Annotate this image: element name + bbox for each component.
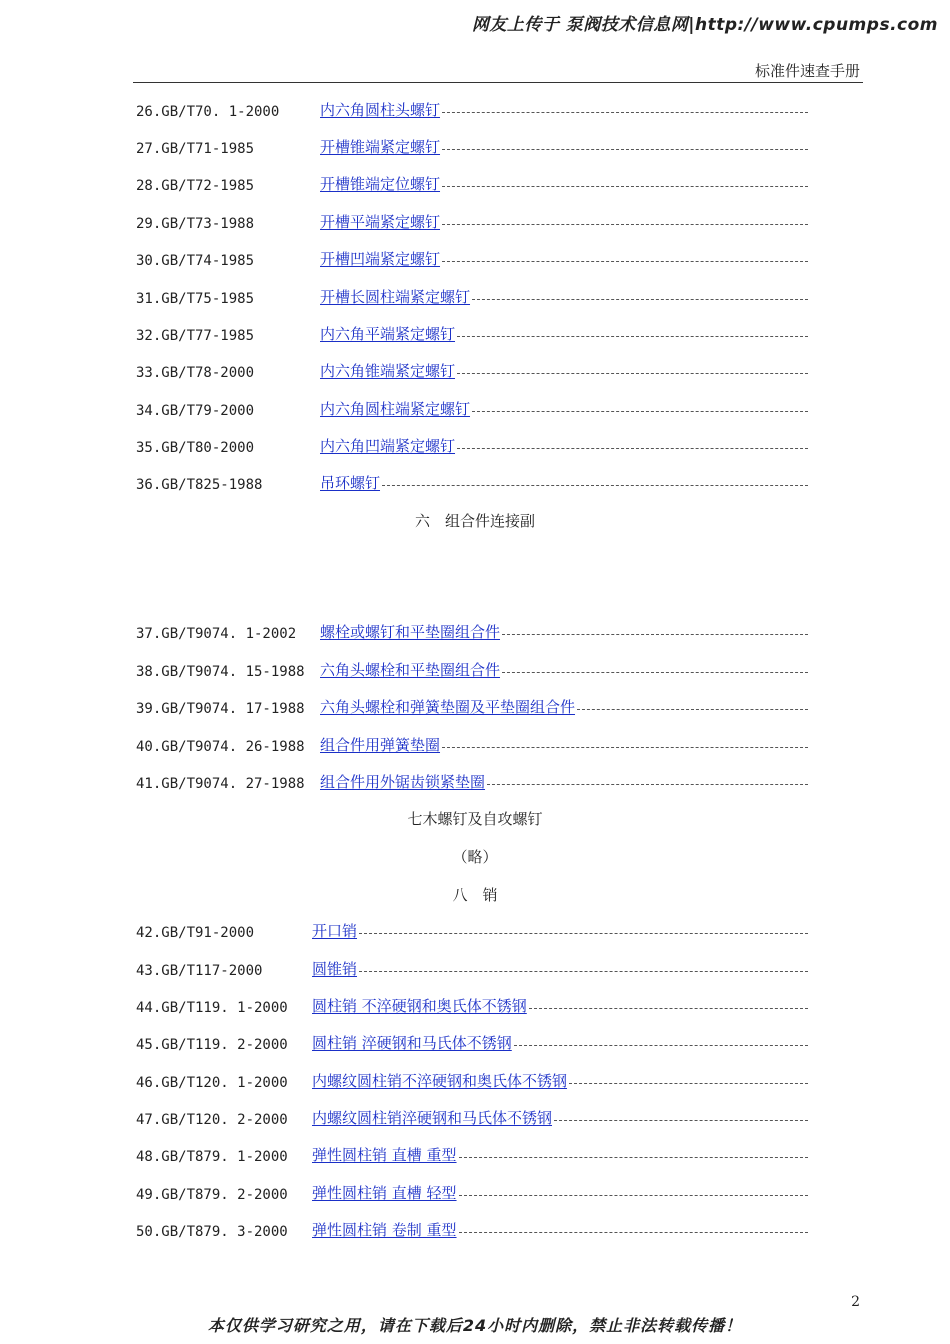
toc-row — [136, 397, 808, 419]
standard-code: 38.GB/T9074. 15-1988 — [136, 664, 305, 680]
toc-row — [136, 919, 808, 941]
toc-row — [136, 994, 808, 1016]
toc-link[interactable]: 内螺纹圆柱销淬硬钢和马氏体不锈钢 — [312, 1109, 553, 1127]
standard-code: 31.GB/T75-1985 — [136, 291, 255, 307]
toc-link[interactable]: 内螺纹圆柱销不淬硬钢和奥氏体不锈钢 — [312, 1072, 568, 1090]
standard-code: 50.GB/T879. 3-2000 — [136, 1224, 288, 1240]
toc-row — [136, 1031, 808, 1053]
dot-leader — [442, 224, 808, 225]
standard-code: 32.GB/T77-1985 — [136, 328, 255, 344]
dot-leader — [514, 1045, 808, 1046]
toc-link[interactable]: 圆柱销 淬硬钢和马氏体不锈钢 — [312, 1034, 512, 1052]
toc-row — [136, 733, 808, 755]
dot-leader — [459, 1195, 808, 1196]
dot-leader — [457, 448, 808, 449]
section-note: （略） — [452, 848, 498, 866]
standard-code: 44.GB/T119. 1-2000 — [136, 1000, 288, 1016]
running-head: 标准件速查手册 — [754, 62, 860, 80]
toc-link[interactable]: 内六角平端紧定螺钉 — [320, 325, 456, 343]
toc-row — [136, 322, 808, 344]
toc-link[interactable]: 弹性圆柱销 直槽 轻型 — [312, 1184, 457, 1202]
standard-code: 34.GB/T79-2000 — [136, 403, 255, 419]
toc-row — [136, 957, 808, 979]
dot-leader — [472, 411, 808, 412]
standard-code: 27.GB/T71-1985 — [136, 141, 255, 157]
toc-row — [136, 210, 808, 232]
dot-leader — [457, 336, 808, 337]
toc-row — [136, 98, 808, 120]
toc-link[interactable]: 弹性圆柱销 卷制 重型 — [312, 1221, 457, 1239]
standard-code: 42.GB/T91-2000 — [136, 925, 255, 941]
standard-code: 43.GB/T117-2000 — [136, 963, 263, 979]
toc-link[interactable]: 吊环螺钉 — [320, 474, 381, 492]
toc-row — [136, 471, 808, 493]
toc-link[interactable]: 六角头螺栓和弹簧垫圈及平垫圈组合件 — [320, 698, 576, 716]
toc-row — [136, 135, 808, 157]
toc-link[interactable]: 组合件用弹簧垫圈 — [320, 736, 441, 754]
toc-link[interactable]: 圆柱销 不淬硬钢和奥氏体不锈钢 — [312, 997, 527, 1015]
section-heading-8: 八 销 — [452, 886, 498, 904]
toc-link[interactable]: 内六角圆柱端紧定螺钉 — [320, 400, 471, 418]
dot-leader — [359, 933, 808, 934]
dot-leader — [442, 112, 808, 113]
dot-leader — [472, 299, 808, 300]
header-rule — [133, 82, 863, 83]
toc-link[interactable]: 内六角圆柱头螺钉 — [320, 101, 441, 119]
dot-leader — [459, 1157, 808, 1158]
standard-code: 41.GB/T9074. 27-1988 — [136, 776, 305, 792]
standard-code: 49.GB/T879. 2-2000 — [136, 1187, 288, 1203]
toc-row — [136, 172, 808, 194]
dot-leader — [359, 971, 808, 972]
dot-leader — [569, 1083, 808, 1084]
dot-leader — [554, 1120, 808, 1121]
dot-leader — [529, 1008, 808, 1009]
dot-leader — [577, 709, 808, 710]
toc-link[interactable]: 圆锥销 — [312, 960, 358, 978]
toc-row — [136, 1218, 808, 1240]
toc-row — [136, 1143, 808, 1165]
toc-link[interactable]: 螺栓或螺钉和平垫圈组合件 — [320, 623, 501, 641]
toc-row — [136, 658, 808, 680]
toc-row — [136, 285, 808, 307]
toc-row — [136, 770, 808, 792]
standard-code: 48.GB/T879. 1-2000 — [136, 1149, 288, 1165]
toc-row — [136, 1106, 808, 1128]
standard-code: 46.GB/T120. 1-2000 — [136, 1075, 288, 1091]
toc-link[interactable]: 开槽长圆柱端紧定螺钉 — [320, 288, 471, 306]
toc-link[interactable]: 六角头螺栓和平垫圈组合件 — [320, 661, 501, 679]
toc-row — [136, 620, 808, 642]
toc-link[interactable]: 开槽锥端紧定螺钉 — [320, 138, 441, 156]
standard-code: 36.GB/T825-1988 — [136, 477, 263, 493]
dot-leader — [502, 672, 808, 673]
toc-link[interactable]: 组合件用外锯齿锁紧垫圈 — [320, 773, 486, 791]
dot-leader — [442, 149, 808, 150]
standard-code: 26.GB/T70. 1-2000 — [136, 104, 280, 120]
standard-code: 30.GB/T74-1985 — [136, 253, 255, 269]
dot-leader — [442, 261, 808, 262]
page-number: 2 — [851, 1294, 860, 1310]
toc-row — [136, 695, 808, 717]
toc-row — [136, 359, 808, 381]
toc-row — [136, 434, 808, 456]
standard-code: 33.GB/T78-2000 — [136, 365, 255, 381]
toc-link[interactable]: 内六角凹端紧定螺钉 — [320, 437, 456, 455]
standard-code: 29.GB/T73-1988 — [136, 216, 255, 232]
toc-row — [136, 1069, 808, 1091]
section-heading-6: 六 组合件连接副 — [414, 512, 535, 530]
dot-leader — [487, 784, 808, 785]
toc-link[interactable]: 内六角锥端紧定螺钉 — [320, 362, 456, 380]
site-banner: 网友上传于 泵阀技术信息网|http://www.cpumps.com — [471, 15, 938, 35]
standard-code: 37.GB/T9074. 1-2002 — [136, 626, 297, 642]
toc-row — [136, 1181, 808, 1203]
dot-leader — [442, 186, 808, 187]
dot-leader — [382, 485, 808, 486]
toc-link[interactable]: 开槽锥端定位螺钉 — [320, 175, 441, 193]
toc-link[interactable]: 弹性圆柱销 直槽 重型 — [312, 1146, 457, 1164]
standard-code: 28.GB/T72-1985 — [136, 178, 255, 194]
standard-code: 35.GB/T80-2000 — [136, 440, 255, 456]
standard-code: 47.GB/T120. 2-2000 — [136, 1112, 288, 1128]
standard-code: 40.GB/T9074. 26-1988 — [136, 739, 305, 755]
dot-leader — [457, 373, 808, 374]
standard-code: 39.GB/T9074. 17-1988 — [136, 701, 305, 717]
toc-link[interactable]: 开槽平端紧定螺钉 — [320, 213, 441, 231]
standard-code: 45.GB/T119. 2-2000 — [136, 1037, 288, 1053]
toc-row — [136, 247, 808, 269]
dot-leader — [502, 634, 808, 635]
copyright-notice: 本仅供学习研究之用，请在下载后24小时内删除，禁止非法转载传播！ — [207, 1316, 743, 1335]
toc-link[interactable]: 开槽凹端紧定螺钉 — [320, 250, 441, 268]
toc-link[interactable]: 开口销 — [312, 922, 358, 940]
section-heading-7: 七木螺钉及自攻螺钉 — [407, 810, 543, 828]
dot-leader — [442, 747, 808, 748]
dot-leader — [459, 1232, 808, 1233]
